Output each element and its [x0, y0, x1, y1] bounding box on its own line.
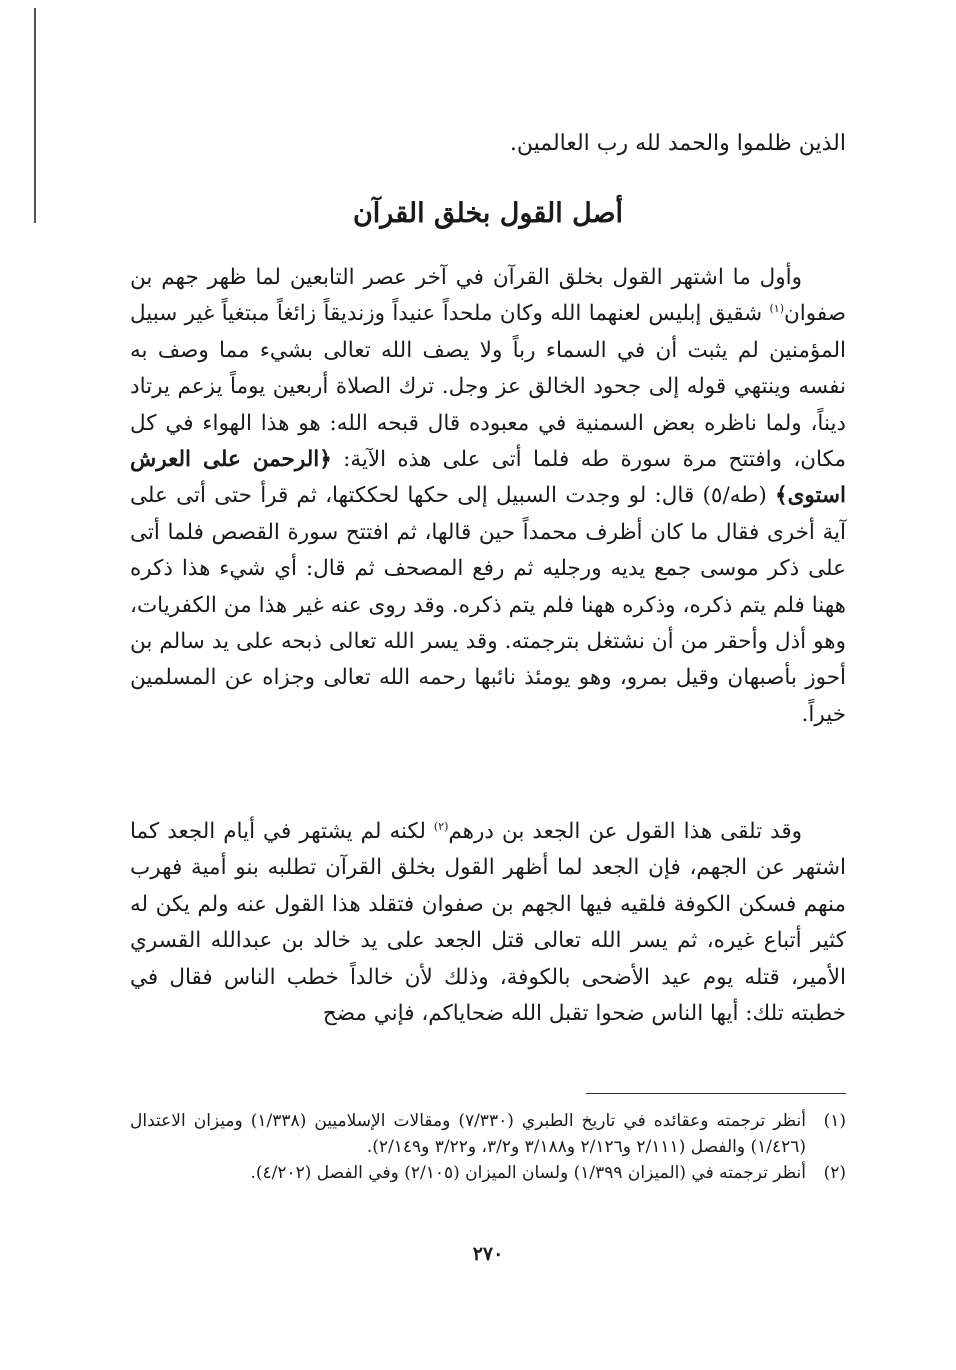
footnote-ref-1: (١) [769, 302, 784, 316]
footnote-2-text: أنظر ترجمته في (الميزان ١/٣٩٩) ولسان الميزان (٢/١٠٥) وفي الفصل (٤/٢٠٢). [250, 1163, 806, 1183]
paragraph-2 [130, 814, 846, 1032]
page-number: ٢٧٠ [472, 1243, 504, 1265]
footnote-2 [130, 1160, 846, 1186]
paragraph-2-text-b: لكنه لم يشتهر في أيام الجعد كما اشتهر عن الجهم، فإن الجعد لما أظهر القول بخلق القرآن تطلبه بنو أمية فهرب منهم فسكن الكوفة فلقيه فيها الجهم بن صفوان فتقلد هذا القول عنه ولم يكن له كثير أتباع غيره، ثم يسر الله تعالى قتل الجعد على يد خالد بن عبدالله القسري الأمير، قتله يوم عيد الأضحى بالكوفة، وذلك لأن خالداً خطب الناس فقال في خطبته تلك: أيها الناس ضحوا تقبل الله ضحاياكم، فإني مضح [130, 819, 846, 1027]
footnote-ref-2: (٢) [433, 819, 449, 833]
paragraph-1 [130, 260, 846, 733]
footnote-1 [130, 1108, 846, 1160]
footnote-2-number: (٢) [823, 1163, 846, 1183]
paragraph-1-text-b: شقيق إبليس لعنهما الله وكان ملحداً عنيداً وزنديقاً زائغاً مبتغياً غير سبيل المؤمنين لم يثبت أن في السماء رباً ولا يصف الله تعالى بشيء مما وصف به نفسه وينتهي قوله إلى جحود الخالق عز وجل. ترك الصلاة أربعين يوماً يزعم يرتاد ديناً، ولما ناظره بعض السمنية في معبوده قال قبحه الله: هو هذا الهواء في كل مكان، وافتتح مرة سورة طه فلما أتى على هذه الآية: [130, 301, 846, 473]
paragraph-1-text-a: وأول ما اشتهر القول بخلق القرآن في آخر عصر التابعين لما ظهر جهم بن صفوان [130, 265, 846, 327]
section-heading: أصل القول بخلق القرآن [352, 198, 624, 229]
footnote-1-number: (١) [823, 1111, 846, 1131]
paragraph-1-text-c: (طه/٥) قال: لو وجدت السبيل إلى حكها لحككتها، ثم قرأ حتى أتى على آية أخرى فقال ما كان أظرف محمداً حين قالها، ثم افتتح سورة القصص فلما أتى على ذكر موسى جمع يديه ورجليه ثم رفع المصحف ثم قال: أي شيء هذا ذكره ههنا فلم يتم ذكره، وذكره ههنا فلم يتم ذكره. وقد روى عنه غير هذا من الكفريات، وهو أذل وأحقر من أن نشتغل بترجمته. وقد يسر الله تعالى ذبحه على يد سالم بن أحوز بأصبهان وقيل بمرو، وهو يومئذ نائبها رحمه الله تعالى وجزاه عن المسلمين خيراً. [130, 483, 846, 727]
scan-edge-line [34, 8, 36, 223]
quran-verse: ﴿الرحمن على العرش استوى﴾ [130, 447, 846, 509]
footnote-1-text: أنظر ترجمته وعقائده في تاريخ الطبري (٧/٣٣٠) ومقالات الإسلاميين (١/٣٣٨) وميزان الاعتدال (١/٤٢٦) والفصل (٢/١١١ و٢/١٢٦ و٣/١٨٨ و٣/٢، و٣/٢٢ و٢/١٤٩). [130, 1111, 806, 1157]
paragraph-2-text-a: وقد تلقى هذا القول عن الجعد بن درهم [448, 819, 802, 844]
footnote-separator [586, 1093, 846, 1094]
footnotes [130, 1108, 846, 1186]
continuation-line: الذين ظلموا والحمد لله رب العالمين. [509, 131, 846, 156]
book-page [130, 0, 846, 1370]
